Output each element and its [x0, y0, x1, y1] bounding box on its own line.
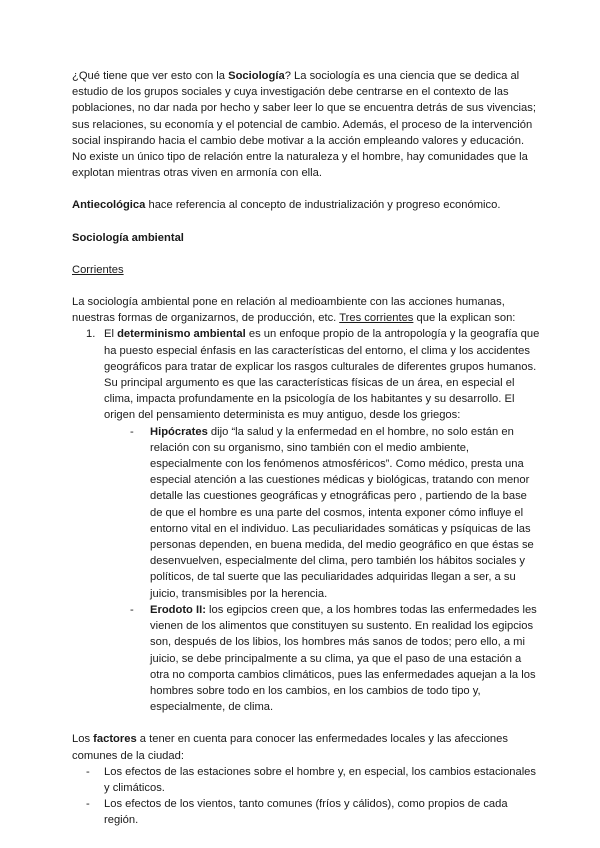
griegos-list [104, 424, 540, 716]
intro-text-pre: ¿Qué tiene que ver esto con la [72, 70, 229, 82]
list-item-estaciones [72, 764, 540, 796]
section-heading [72, 230, 540, 246]
subheading-text: Corrientes [72, 263, 124, 276]
list-number: 1. [86, 328, 96, 341]
corrientes-list [72, 326, 540, 715]
item1-text: es un enfoque propio de la antropología y la geografía que ha puesto especial énfasis en las características del entorno, el clima y los accidentes geográficos para tratar de explicar los rasgos culturales de diferentes grupos humanos. Su principal argumento es que las características físicas de un área, en especial el clima, impacta profundamente en la psicología de los habitantes y su desarrollo. El origen del pensamiento determinista es muy antiguo, desde los griegos: [104, 328, 540, 422]
factores-list [72, 764, 540, 829]
corrientes-intro-post: que la explican son: [413, 312, 516, 325]
corrientes-intro [72, 294, 540, 326]
list-item-erodoto [104, 602, 540, 715]
dash-bullet: - [86, 765, 90, 778]
vientos-text: Los efectos de los vientos, tanto comunes (fríos y cálidos), como propios de cada región. [104, 798, 508, 827]
subheading [72, 262, 540, 278]
list-item-determinismo [72, 326, 540, 715]
dash-bullet: - [130, 425, 134, 438]
antiecologica-paragraph [72, 197, 540, 213]
hipocrates-text: dijo “la salud y la enfermedad en el hombre, no solo están en relación con su organismo, sino también con el medio ambiente, especialmente con los fenómenos atmosféricos”. Como médico, presta una especial atención a las cuestiones médicas y biológicas, tratando con menor detalle las cuestiones geográficas y etnográficas pero , partiendo de la base de que el hombre es una parte del cosmos, intenta exponer cómo influye el entorno vital en el individuo. Las peculiaridades somáticas y psíquicas de las personas dependen, en buena medida, del medio geográfico en que éstas se desenvuelven, especialmente del clima, pero también los hábitos sociales y políticos, de tal suerte que las peculiaridades adquiridas llegan a ser, a su juicio, transmisibles por la herencia. [150, 425, 534, 600]
intro-text-post: ? La sociología es una ciencia que se dedica al estudio de los grupos sociales y cuya investigación debe centrarse en el contexto de las poblaciones, no dar nada por hecho y saber leer lo que se encuentra detrás de sus vivencias; sus relaciones, su economía y el potencial de cambio. Además, el proceso de la intervención social inspirando hacia el cambio debe motivar a la acción empleando valores y educación. No existe un único tipo de relación entre la naturaleza y el hombre, hay comunidades que la explotan mientras otras viven en armonía con ella. [72, 70, 536, 180]
dash-bullet: - [86, 798, 90, 811]
erodoto-term: Erodoto II: [150, 603, 206, 616]
list-item-hipocrates [104, 424, 540, 602]
erodoto-text: los egipcios creen que, a los hombres todas las enfermedades les vienen de los alimentos que constituyen su sustento. En realidad los egipcios son, después de los libios, los hombres más sanos de todos; pero ello, a mi juicio, se debe principalmente a su clima, ya que el paso de una estación a otra no comporta cambios climáticos, pues las enfermedades aquejan a la los hombres sobre todo en los cambios, en los cambios de todo tipo y, especialmente, de clima. [150, 603, 537, 714]
intro-paragraph [72, 68, 540, 181]
item1-bold-term: determinismo ambiental [117, 328, 246, 341]
list-item-vientos [72, 796, 540, 828]
item1-pre: El [104, 328, 118, 341]
factores-term: factores [93, 733, 137, 746]
factores-post: a tener en cuenta para conocer las enfermedades locales y las afecciones comunes de la ciudad: [72, 733, 508, 762]
factores-paragraph [72, 731, 540, 763]
estaciones-text: Los efectos de las estaciones sobre el hombre y, en especial, los cambios estacionales y climáticos. [104, 765, 536, 794]
hipocrates-term: Hipócrates [150, 425, 208, 438]
corrientes-intro-underlined: Tres corrientes [339, 312, 414, 325]
corrientes-intro-pre: La sociología ambiental pone en relación al medioambiente con las acciones humanas, nuestras formas de organizarnos, de producción, etc. [72, 296, 505, 325]
antiecologica-term: Antiecológica [72, 199, 146, 212]
intro-bold-term: Sociología [228, 70, 285, 82]
factores-pre: Los [72, 733, 94, 746]
section-heading-text: Sociología ambiental [72, 231, 184, 244]
antiecologica-text: hace referencia al concepto de industrialización y progreso económico. [145, 199, 501, 212]
dash-bullet: - [130, 603, 134, 616]
